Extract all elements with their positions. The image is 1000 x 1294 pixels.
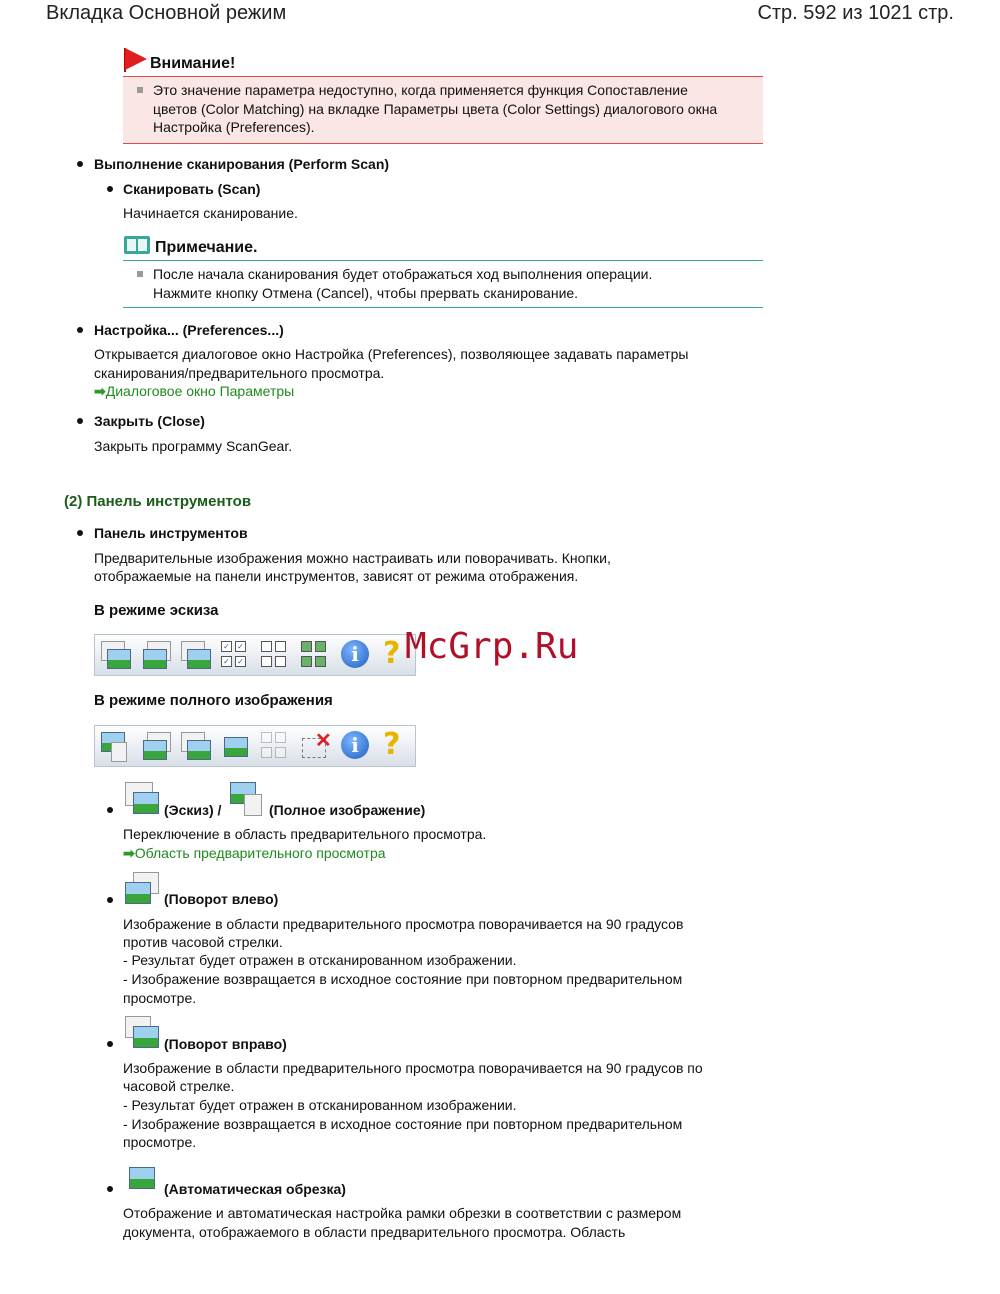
item-2-line-5: просмотре. bbox=[123, 990, 197, 1006]
item-4-line-2: документа, отображаемого в области предварительного просмотра. Область bbox=[123, 1224, 626, 1240]
header-left-title: Вкладка Основной режим bbox=[46, 2, 287, 24]
close-title: Закрыть (Close) bbox=[94, 413, 205, 429]
warning-title: Внимание! bbox=[150, 55, 236, 72]
toolbar-line-1: Предварительные изображения можно настраивать или поворачивать. Кнопки, bbox=[94, 550, 611, 566]
rotate-right-icon[interactable] bbox=[179, 639, 211, 671]
item-3-line-4: - Изображение возвращается в исходное состояние при повторном предварительном bbox=[123, 1116, 683, 1132]
bullet-icon bbox=[77, 327, 83, 333]
rotate-left-label: (Поворот влево) bbox=[164, 891, 279, 907]
note-book-icon bbox=[124, 236, 150, 254]
toolbar-line-2: отображаемые на панели инструментов, зависят от режима отображения. bbox=[94, 568, 579, 584]
auto-crop-icon[interactable] bbox=[219, 730, 251, 762]
item-3-line-5: просмотре. bbox=[123, 1134, 197, 1150]
select-all-frames-icon[interactable] bbox=[299, 639, 331, 671]
section-heading-toolbar: (2) Панель инструментов bbox=[64, 493, 252, 510]
bullet-icon bbox=[107, 897, 113, 903]
auto-crop-label: (Автоматическая обрезка) bbox=[164, 1181, 346, 1197]
bullet-icon bbox=[107, 1186, 113, 1192]
header-page-counter: Стр. 592 из 1021 стр. bbox=[757, 2, 954, 24]
info-icon[interactable]: i bbox=[341, 640, 369, 668]
item-2-line-2: против часовой стрелки. bbox=[123, 934, 283, 950]
item-2-line-4: - Изображение возвращается в исходное состояние при повторном предварительном bbox=[123, 971, 683, 987]
item-4-line-1: Отображение и автоматическая настройка рамки обрезки в соответствии с размером bbox=[123, 1205, 682, 1221]
rotate-left-icon bbox=[123, 870, 159, 906]
item-3-line-2: часовой стрелке. bbox=[123, 1078, 235, 1094]
arrow-right-icon: ➡ bbox=[123, 845, 135, 861]
note-top-divider bbox=[123, 260, 763, 261]
toolbar-title: Панель инструментов bbox=[94, 525, 248, 541]
help-icon[interactable]: ? bbox=[383, 636, 401, 671]
note-bottom-divider bbox=[123, 307, 763, 308]
note-title: Примечание. bbox=[155, 239, 258, 256]
preview-area-link[interactable] bbox=[123, 844, 386, 862]
scan-title: Сканировать (Scan) bbox=[123, 181, 261, 197]
warning-line-2: цветов (Color Matching) на вкладке Параметры цвета (Color Settings) диалогового окна bbox=[153, 101, 718, 117]
warning-flag-icon bbox=[125, 48, 147, 70]
bullet-icon bbox=[107, 1041, 113, 1047]
full-image-mode-toolbar bbox=[94, 725, 416, 767]
remove-crop-frame-icon[interactable]: ✕ bbox=[299, 730, 331, 762]
item-2-line-3: - Результат будет отражен в отсканированном изображении. bbox=[123, 952, 517, 968]
preferences-line-1: Открывается диалоговое окно Настройка (Preferences), позволяющее задавать параметры bbox=[94, 346, 689, 362]
rotate-left-icon[interactable] bbox=[139, 730, 171, 762]
item-3-line-1: Изображение в области предварительного просмотра поворачивается на 90 градусов по bbox=[123, 1060, 703, 1076]
thumbnail-mode-toolbar bbox=[94, 634, 416, 676]
warning-bullet-icon bbox=[137, 87, 143, 93]
rotate-right-icon[interactable] bbox=[179, 730, 211, 762]
item-2-line-1: Изображение в области предварительного просмотра поворачивается на 90 градусов bbox=[123, 916, 684, 932]
uncheck-all-frames-icon[interactable] bbox=[259, 639, 291, 671]
bullet-icon bbox=[77, 161, 83, 167]
preferences-dialog-link-label: Диалоговое окно Параметры bbox=[105, 383, 295, 399]
rotate-right-label: (Поворот вправо) bbox=[164, 1036, 287, 1052]
preferences-line-2: сканирования/предварительного просмотра. bbox=[94, 365, 385, 381]
item-1-line-1: Переключение в область предварительного просмотра. bbox=[123, 826, 487, 842]
full-image-label: (Полное изображение) bbox=[269, 802, 426, 818]
thumbnail-mode-heading: В режиме эскиза bbox=[94, 602, 219, 619]
bullet-icon bbox=[77, 530, 83, 536]
preferences-dialog-link[interactable] bbox=[94, 382, 294, 400]
note-line-2: Нажмите кнопку Отмена (Cancel), чтобы прервать сканирование. bbox=[153, 285, 579, 301]
info-icon[interactable]: i bbox=[341, 731, 369, 759]
warning-line-3: Настройка (Preferences). bbox=[153, 119, 315, 135]
note-line-1: После начала сканирования будет отображаться ход выполнения операции. bbox=[153, 266, 653, 282]
thumbnail-label: (Эскиз) / bbox=[164, 802, 222, 818]
bullet-icon bbox=[107, 807, 113, 813]
item-3-line-3: - Результат будет отражен в отсканированном изображении. bbox=[123, 1097, 517, 1113]
help-icon[interactable]: ? bbox=[383, 727, 401, 762]
watermark-logo: McGrp.Ru bbox=[405, 626, 579, 667]
full-image-icon bbox=[228, 780, 264, 816]
scan-description: Начинается сканирование. bbox=[123, 205, 298, 221]
thumbnail-icon bbox=[123, 780, 159, 816]
auto-crop-icon bbox=[123, 1159, 159, 1195]
thumbnail-view-icon[interactable] bbox=[99, 639, 131, 671]
warning-line-1: Это значение параметра недоступно, когда применяется функция Сопоставление bbox=[153, 82, 688, 98]
arrow-right-icon: ➡ bbox=[94, 383, 106, 399]
close-description: Закрыть программу ScanGear. bbox=[94, 438, 293, 454]
rotate-left-icon[interactable] bbox=[139, 639, 171, 671]
preview-area-link-label: Область предварительного просмотра bbox=[134, 845, 386, 861]
full-image-mode-heading: В режиме полного изображения bbox=[94, 692, 333, 709]
bullet-icon bbox=[107, 186, 113, 192]
perform-scan-title: Выполнение сканирования (Perform Scan) bbox=[94, 156, 390, 172]
check-frames-disabled-icon bbox=[259, 730, 291, 762]
note-bullet-icon bbox=[137, 271, 143, 277]
bullet-icon bbox=[77, 418, 83, 424]
full-image-view-icon[interactable] bbox=[99, 730, 131, 762]
rotate-right-icon bbox=[123, 1014, 159, 1050]
preferences-title: Настройка... (Preferences...) bbox=[94, 322, 284, 338]
check-all-frames-icon[interactable]: ✓ ✓ ✓ ✓ bbox=[219, 639, 251, 671]
